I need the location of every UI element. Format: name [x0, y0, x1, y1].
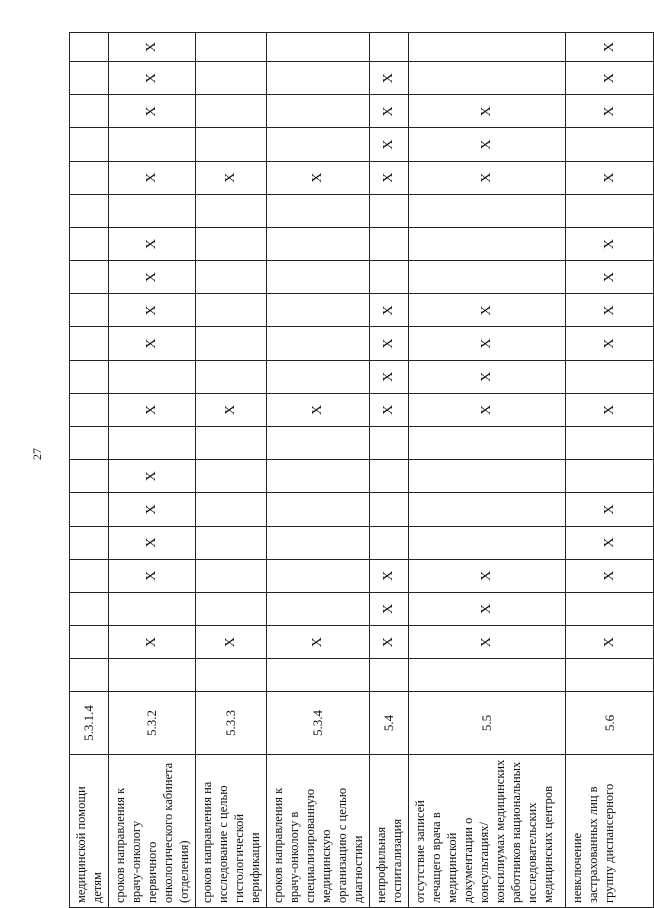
mark-cell: X — [370, 592, 409, 625]
mark-cell — [267, 62, 370, 95]
criterion-code: 5.3.1.4 — [70, 692, 109, 754]
mark-cell — [196, 227, 267, 260]
mark-cell: X — [370, 95, 409, 128]
criterion-code: 5.5 — [409, 692, 566, 754]
mark-cell — [196, 128, 267, 161]
mark-cell — [70, 592, 109, 625]
mark-cell — [196, 294, 267, 327]
criterion-description: сроков направления к врачу-онкологу первичного онкологического кабинета (отделения) — [109, 754, 196, 907]
mark-cell — [566, 592, 654, 625]
mark-cell — [196, 33, 267, 62]
mark-cell — [70, 659, 109, 692]
mark-cell — [196, 327, 267, 360]
mark-cell — [70, 161, 109, 194]
mark-cell — [267, 33, 370, 62]
criterion-description: непрофильная госпитализация — [370, 754, 409, 907]
mark-cell — [70, 33, 109, 62]
mark-cell — [566, 194, 654, 227]
mark-cell — [196, 493, 267, 526]
mark-cell: X — [566, 161, 654, 194]
mark-cell: X — [109, 393, 196, 426]
mark-cell: X — [109, 33, 196, 62]
mark-cell — [109, 128, 196, 161]
table-body — [70, 33, 654, 908]
mark-cell — [70, 526, 109, 559]
mark-cell: X — [409, 592, 566, 625]
mark-cell: X — [370, 161, 409, 194]
mark-cell — [409, 526, 566, 559]
mark-cell — [566, 360, 654, 393]
mark-cell — [109, 194, 196, 227]
mark-cell: X — [409, 294, 566, 327]
mark-cell: X — [196, 626, 267, 659]
mark-cell — [70, 460, 109, 493]
mark-cell — [70, 261, 109, 294]
mark-cell — [70, 294, 109, 327]
mark-cell: X — [109, 327, 196, 360]
mark-cell: X — [196, 393, 267, 426]
mark-cell: X — [109, 62, 196, 95]
table-row — [196, 33, 267, 908]
mark-cell — [196, 427, 267, 460]
table-row — [566, 33, 654, 908]
mark-cell: X — [370, 62, 409, 95]
mark-cell — [70, 559, 109, 592]
mark-cell — [409, 33, 566, 62]
mark-cell — [409, 659, 566, 692]
mark-cell — [370, 659, 409, 692]
criterion-code: 5.4 — [370, 692, 409, 754]
criterion-code: 5.3.2 — [109, 692, 196, 754]
mark-cell: X — [566, 393, 654, 426]
mark-cell — [566, 659, 654, 692]
mark-cell: X — [109, 161, 196, 194]
table-wrapper — [69, 32, 617, 908]
mark-cell: X — [409, 393, 566, 426]
mark-cell — [196, 261, 267, 294]
mark-cell: X — [566, 62, 654, 95]
criterion-description: медицинской помощи детям — [70, 754, 109, 907]
mark-cell: X — [370, 626, 409, 659]
mark-cell: X — [109, 227, 196, 260]
mark-cell — [109, 592, 196, 625]
mark-cell: X — [109, 526, 196, 559]
mark-cell — [566, 427, 654, 460]
mark-cell — [370, 261, 409, 294]
page-number: 27 — [30, 448, 44, 460]
mark-cell — [196, 62, 267, 95]
mark-cell — [70, 393, 109, 426]
mark-cell: X — [109, 559, 196, 592]
mark-cell: X — [566, 294, 654, 327]
mark-cell — [70, 194, 109, 227]
mark-cell: X — [109, 261, 196, 294]
mark-cell — [70, 62, 109, 95]
mark-cell — [409, 227, 566, 260]
table-row — [267, 33, 370, 908]
mark-cell: X — [409, 161, 566, 194]
mark-cell — [267, 360, 370, 393]
mark-cell — [370, 493, 409, 526]
mark-cell — [370, 460, 409, 493]
mark-cell — [267, 194, 370, 227]
mark-cell — [70, 360, 109, 393]
mark-cell: X — [566, 95, 654, 128]
mark-cell — [196, 659, 267, 692]
mark-cell: X — [566, 327, 654, 360]
table-row — [370, 33, 409, 908]
mark-cell — [109, 427, 196, 460]
mark-cell — [370, 194, 409, 227]
mark-cell: X — [409, 327, 566, 360]
inspection-criteria-table — [69, 32, 654, 908]
mark-cell: X — [109, 294, 196, 327]
mark-cell: X — [370, 559, 409, 592]
mark-cell — [267, 460, 370, 493]
mark-cell: X — [370, 294, 409, 327]
mark-cell: X — [566, 33, 654, 62]
mark-cell — [370, 227, 409, 260]
mark-cell: X — [267, 161, 370, 194]
mark-cell — [267, 128, 370, 161]
mark-cell — [196, 95, 267, 128]
mark-cell — [267, 294, 370, 327]
mark-cell: X — [370, 327, 409, 360]
mark-cell — [409, 460, 566, 493]
mark-cell — [267, 592, 370, 625]
mark-cell — [409, 62, 566, 95]
mark-cell: X — [370, 360, 409, 393]
mark-cell — [196, 194, 267, 227]
mark-cell: X — [566, 626, 654, 659]
mark-cell — [109, 659, 196, 692]
criterion-description: сроков направления к врачу-онкологу в специализированную медицинскую организацию с целью диагностики — [267, 754, 370, 907]
mark-cell: X — [370, 393, 409, 426]
mark-cell: X — [196, 161, 267, 194]
mark-cell — [196, 559, 267, 592]
table-row — [109, 33, 196, 908]
mark-cell — [70, 493, 109, 526]
mark-cell — [109, 360, 196, 393]
mark-cell — [409, 194, 566, 227]
mark-cell: X — [409, 128, 566, 161]
criterion-description: невключение застрахованных лиц в группу диспансерного — [566, 754, 654, 907]
mark-cell — [267, 327, 370, 360]
mark-cell: X — [109, 95, 196, 128]
criterion-description: сроков направления на исследование с целью гистологической верификации — [196, 754, 267, 907]
mark-cell — [196, 460, 267, 493]
mark-cell — [196, 592, 267, 625]
mark-cell — [370, 33, 409, 62]
mark-cell: X — [109, 460, 196, 493]
mark-cell — [267, 659, 370, 692]
table-row — [70, 33, 109, 908]
mark-cell: X — [566, 261, 654, 294]
mark-cell: X — [267, 626, 370, 659]
mark-cell — [566, 128, 654, 161]
mark-cell: X — [566, 526, 654, 559]
mark-cell — [70, 128, 109, 161]
mark-cell — [267, 261, 370, 294]
mark-cell: X — [109, 493, 196, 526]
criterion-code: 5.6 — [566, 692, 654, 754]
mark-cell — [409, 261, 566, 294]
mark-cell — [70, 626, 109, 659]
mark-cell: X — [409, 559, 566, 592]
mark-cell — [267, 493, 370, 526]
mark-cell — [370, 526, 409, 559]
mark-cell: X — [409, 95, 566, 128]
mark-cell — [70, 95, 109, 128]
mark-cell — [566, 460, 654, 493]
criterion-description: отсутствие записей лечащего врача в медицинской документации о консультациях/консилиумах медицинских работников национальных исследовательских медицинских центров — [409, 754, 566, 907]
mark-cell: X — [566, 559, 654, 592]
criterion-code: 5.3.4 — [267, 692, 370, 754]
table-row — [409, 33, 566, 908]
mark-cell — [196, 526, 267, 559]
mark-cell — [409, 493, 566, 526]
mark-cell — [70, 327, 109, 360]
mark-cell — [267, 526, 370, 559]
criterion-code: 5.3.3 — [196, 692, 267, 754]
mark-cell — [267, 559, 370, 592]
mark-cell — [267, 427, 370, 460]
mark-cell: X — [409, 360, 566, 393]
mark-cell — [267, 227, 370, 260]
mark-cell — [70, 227, 109, 260]
mark-cell — [70, 427, 109, 460]
mark-cell: X — [409, 626, 566, 659]
rotated-page-area — [69, 32, 617, 908]
mark-cell: X — [267, 393, 370, 426]
mark-cell: X — [566, 493, 654, 526]
mark-cell — [196, 360, 267, 393]
mark-cell: X — [370, 128, 409, 161]
mark-cell: X — [109, 626, 196, 659]
mark-cell: X — [566, 227, 654, 260]
mark-cell — [370, 427, 409, 460]
mark-cell — [267, 95, 370, 128]
mark-cell — [409, 427, 566, 460]
